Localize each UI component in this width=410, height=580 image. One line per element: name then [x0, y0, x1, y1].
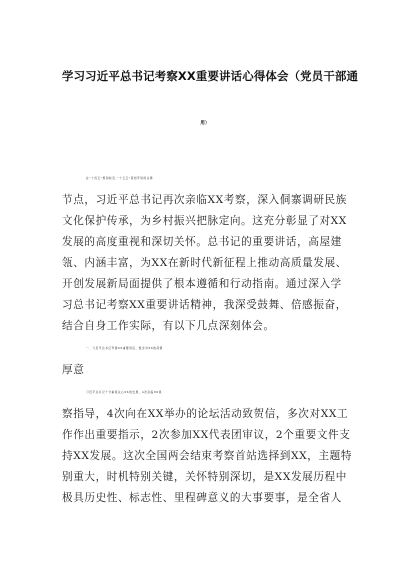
section-heading-line: 厚意 — [62, 364, 85, 376]
paragraph-line: 极具历史性、标志性、里程碑意义的大事要事，是全省人 — [62, 492, 342, 504]
document-title-line-1: 学习习近平总书记考察XX重要讲话心得体会（党员干部通 — [62, 69, 359, 83]
paragraph-line: 开创发展新局面提供了根本遵循和行动指南。通过深入学 — [62, 278, 342, 290]
paragraph-line: 节点，习近平总书记再次亲临XX考察，深入侗寨调研民族 — [62, 194, 347, 206]
paragraph-line: 瓴、内涵丰富，为XX在新时代新征程上推动高质量发展、 — [62, 257, 347, 269]
paragraph-line: 文化保护传承，为乡村振兴把脉定向。这充分彰显了对XX — [62, 215, 347, 227]
paragraph-line: 在”十四五”规划收官、”十五五”谋划开局的关键 — [86, 177, 154, 180]
paragraph-line: 察指导，4次向在XX举办的论坛活动致贺信，多次对XX工 — [62, 408, 349, 420]
paragraph-line: 习总书记考察XX重要讲话精神，我深受鼓舞、倍感振奋， — [62, 299, 347, 311]
document-title-line-2: 用） — [200, 121, 210, 126]
section-heading-line: 一、习近平总书记考察XX重要讲话，饱含对XX的深情 — [86, 347, 163, 350]
paragraph-line: 结合自身工作实际，有以下几点深刻体会。 — [62, 320, 275, 332]
paragraph-line: 作作出重要指示，2次参加XX代表团审议，2个重要文件支 — [62, 429, 351, 441]
paragraph-line: 持XX发展。这次全国两会结束考察首站选择到XX，主题特 — [62, 450, 353, 462]
paragraph-line: 发展的高度重视和深切关怀。总书记的重要讲话，高屋建 — [62, 236, 342, 248]
paragraph-line: 别重大，时机特别关键，关怀特别深切，是XX发展历程中 — [62, 471, 347, 483]
paragraph-line: 习近平总书记十分重视关心XX的发展，4次亲临XX视 — [86, 391, 162, 394]
